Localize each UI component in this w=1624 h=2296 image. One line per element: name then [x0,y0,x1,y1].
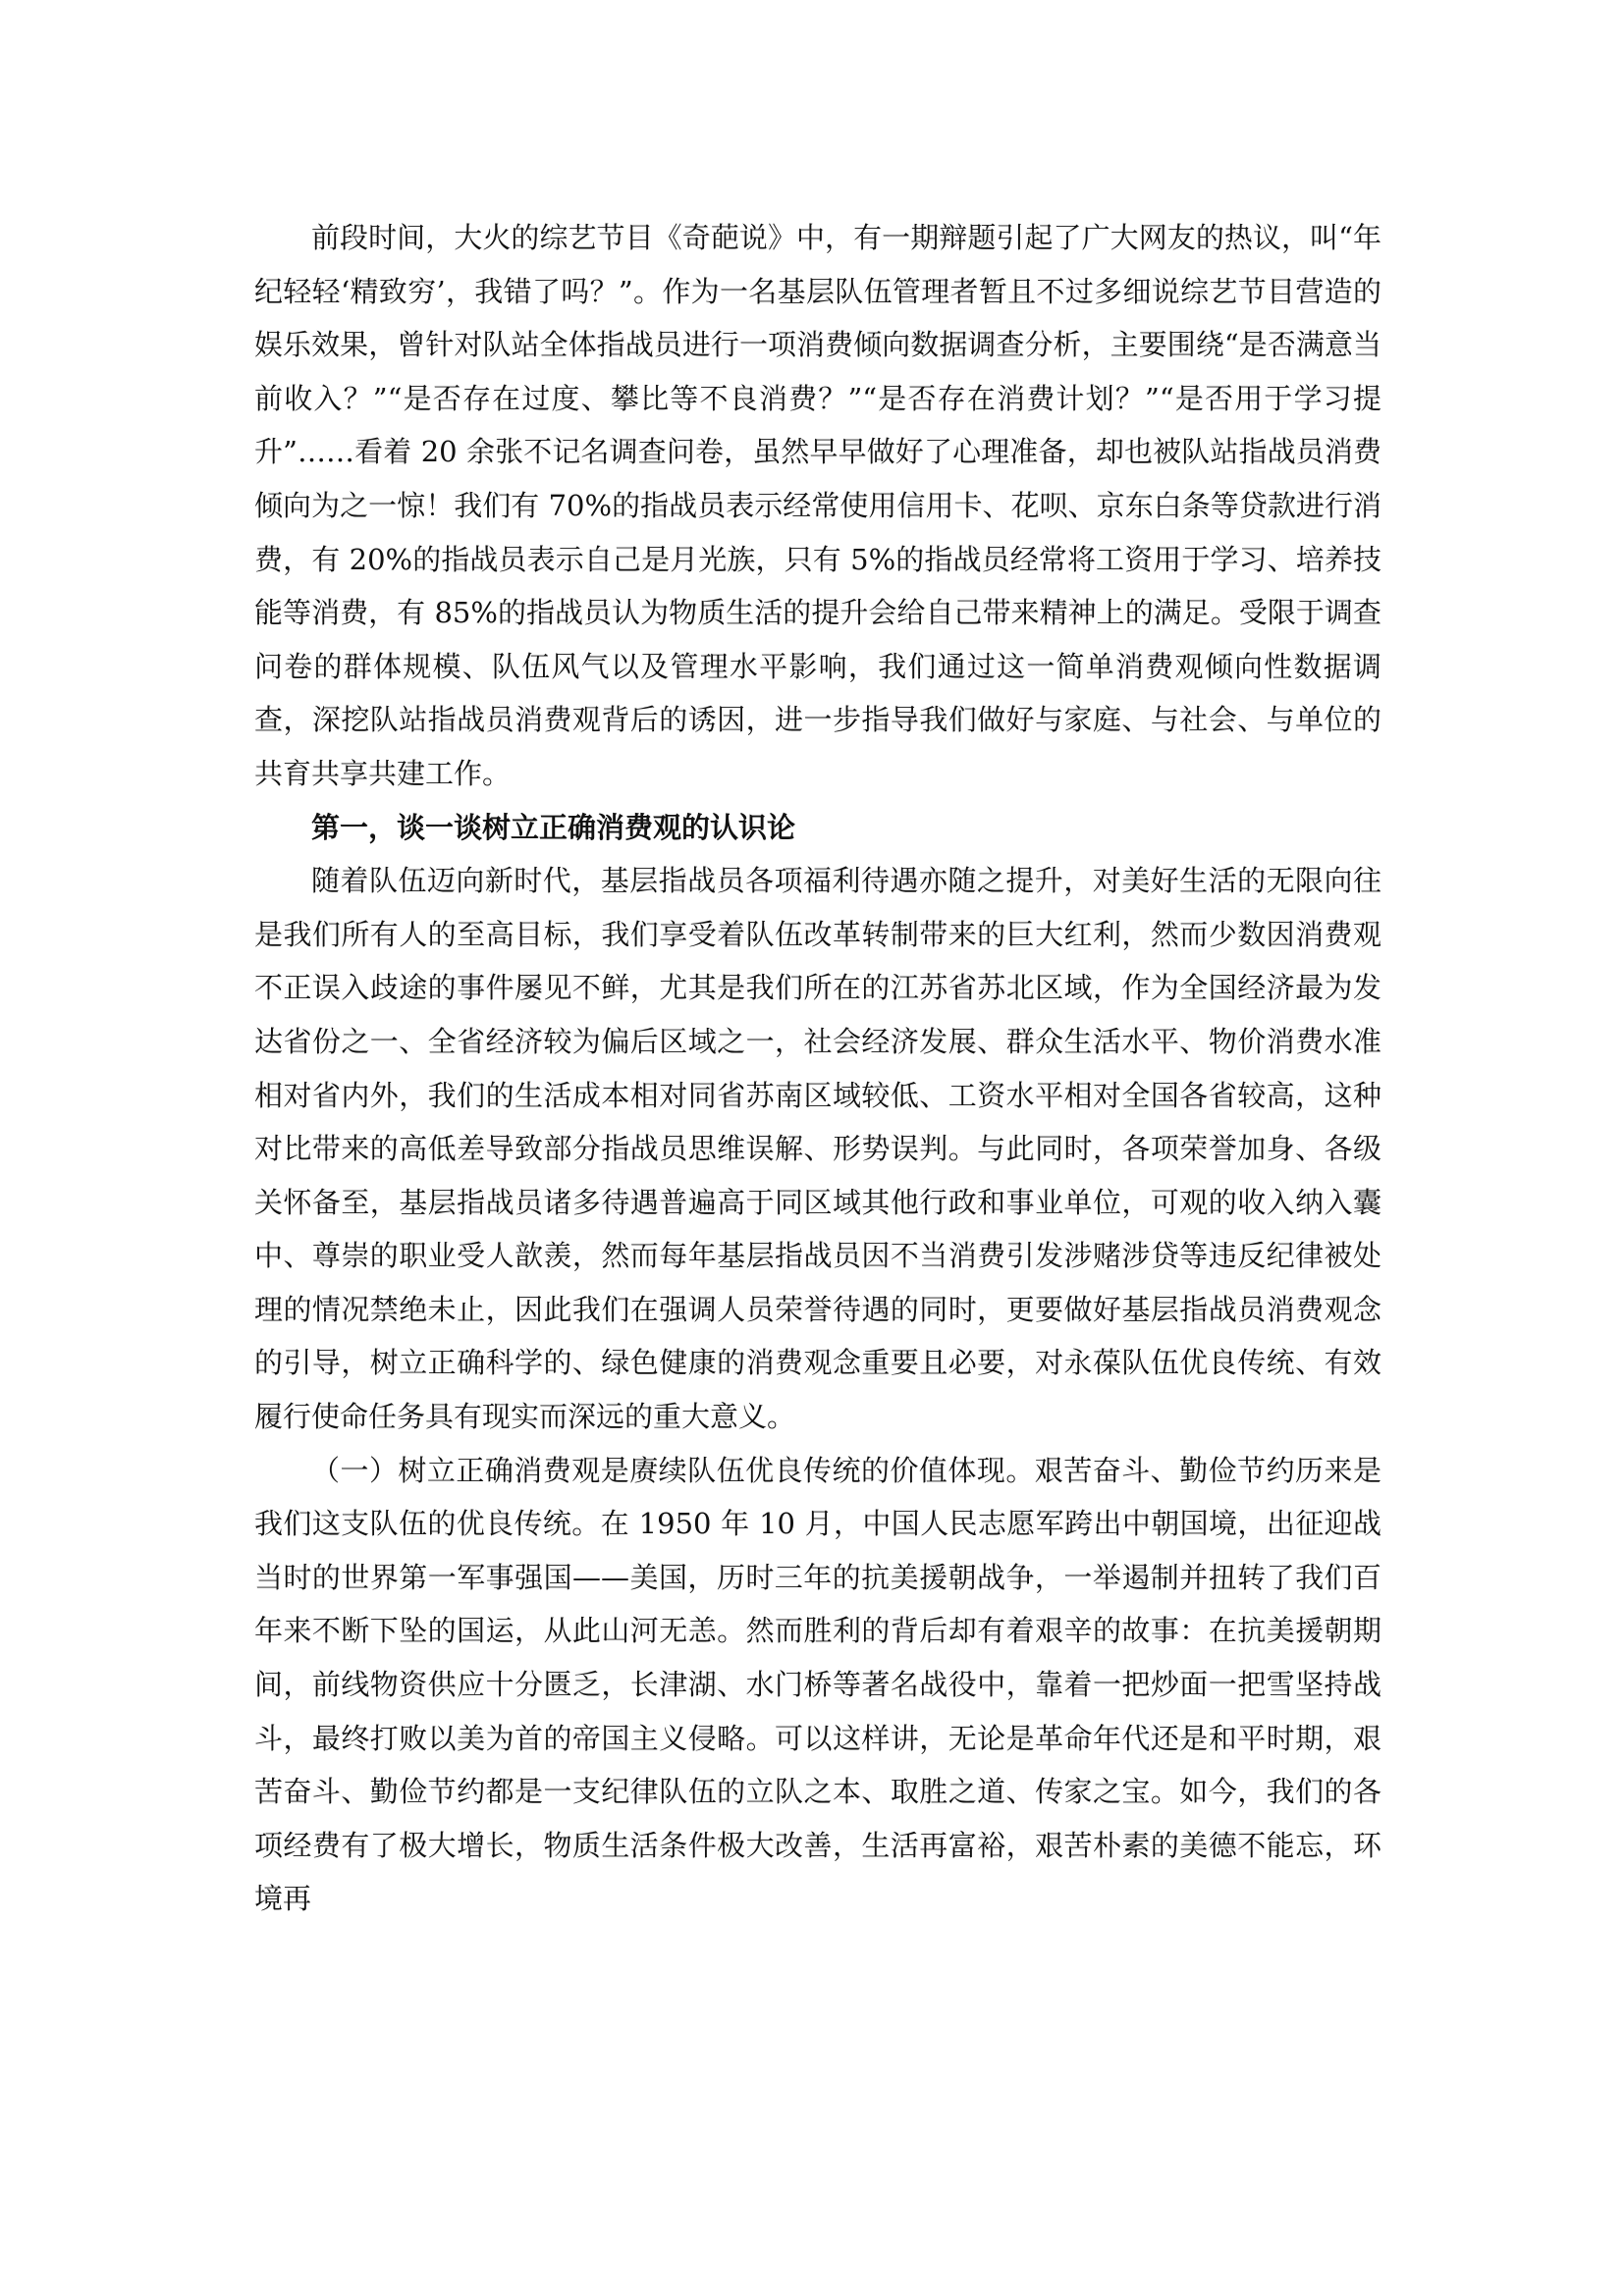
body-paragraph: （一）树立正确消费观是赓续队伍优良传统的价值体现。艰苦奋斗、勤俭节约历来是我们这支队伍的优良传统。在 1950 年 10 月，中国人民志愿军跨出中朝国境，出征迎战当时的世界第一军事强国——美国，历时三年的抗美援朝战争，一举遏制并扭转了我们百年来不断下坠的国运，从此山河无恙。然而胜利的背后却有着艰辛的故事：在抗美援朝期间，前线物资供应十分匮乏，长津湖、水门桥等著名战役中，靠着一把炒面一把雪坚持战斗，最终打败以美为首的帝国主义侵略。可以这样讲，无论是革命年代还是和平时期，艰苦奋斗、勤俭节约都是一支纪律队伍的立队之本、取胜之道、传家之宝。如今，我们的各项经费有了极大增长，物质生活条件极大改善，生活再富裕，艰苦朴素的美德不能忘，环境再 [254,1453,1381,1916]
intro-paragraph: 前段时间，大火的综艺节目《奇葩说》中，有一期辩题引起了广大网友的热议，叫“年纪轻轻‘精致穷’，我错了吗？”。作为一名基层队伍管理者暂且不过多细说综艺节目营造的娱乐效果，曾针对队站全体指战员进行一项消费倾向数据调查分析，主要围绕“是否满意当前收入？”“是否存在过度、攀比等不良消费？”“是否存在消费计划？”“是否用于学习提升”……看着 20 余张不记名调查问卷，虽然早早做好了心理准备，却也被队站指战员消费倾向为之一惊！我们有 70%的指战员表示经常使用信用卡、花呗、京东白条等贷款进行消费，有 20%的指战员表示自己是月光族，只有 5%的指战员经常将工资用于学习、培养技能等消费，有 85%的指战员认为物质生活的提升会给自己带来精神上的满足。受限于调查问卷的群体规模、队伍风气以及管理水平影响，我们通过这一简单消费观倾向性数据调查，深挖队站指战员消费观背后的诱因，进一步指导我们做好与家庭、与社会、与单位的共育共享共建工作。 [254,221,1381,790]
section-heading: 第一，谈一谈树立正确消费观的认识论 [311,810,796,844]
body-paragraph: 随着队伍迈向新时代，基层指战员各项福利待遇亦随之提升，对美好生活的无限向往是我们所有人的至高目标，我们享受着队伍改革转制带来的巨大红利，然而少数因消费观不正误入歧途的事件屡见不鲜，尤其是我们所在的江苏省苏北区域，作为全国经济最为发达省份之一、全省经济较为偏后区域之一，社会经济发展、群众生活水平、物价消费水准相对省内外，我们的生活成本相对同省苏南区域较低、工资水平相对全国各省较高，这种对比带来的高低差导致部分指战员思维误解、形势误判。与此同时，各项荣誉加身、各级关怀备至，基层指战员诸多待遇普遍高于同区域其他行政和事业单位，可观的收入纳入囊中、尊崇的职业受人歆羡，然而每年基层指战员因不当消费引发涉赌涉贷等违反纪律被处理的情况禁绝未止，因此我们在强调人员荣誉待遇的同时，更要做好基层指战员消费观念的引导，树立正确科学的、绿色健康的消费观念重要且必要，对永葆队伍优良传统、有效履行使命任务具有现实而深远的重大意义。 [254,864,1381,1434]
document-page [254,211,1381,1926]
